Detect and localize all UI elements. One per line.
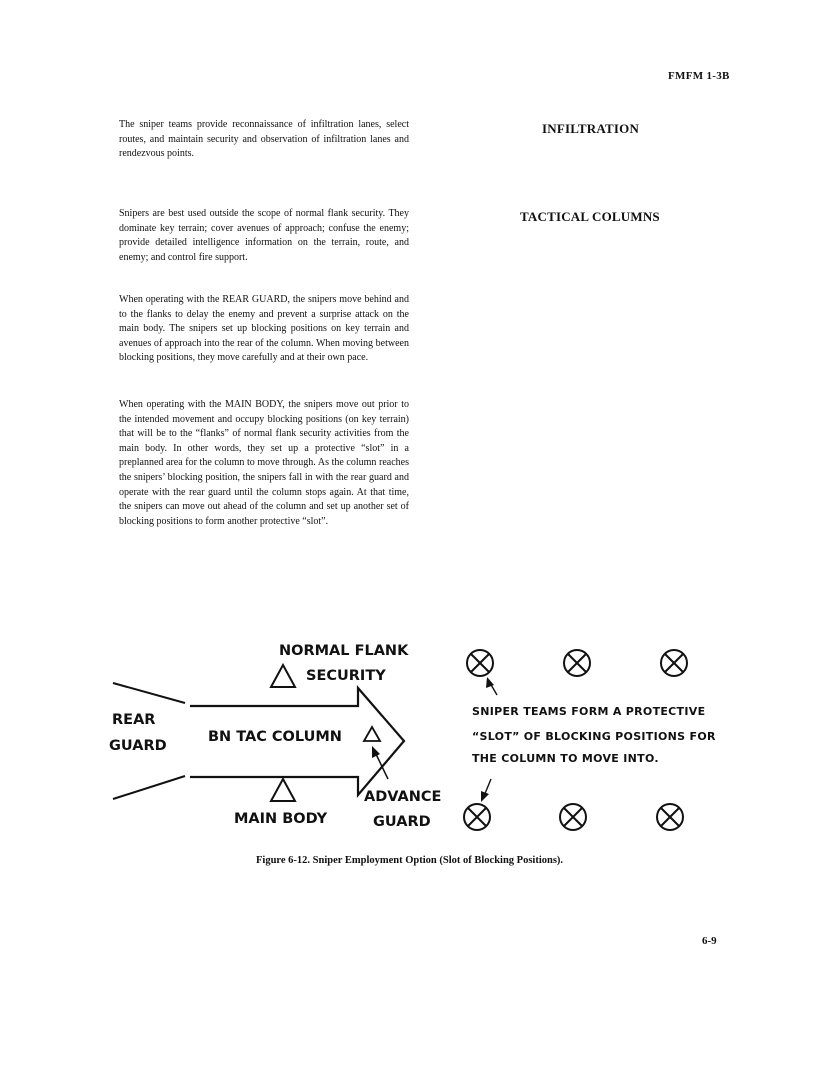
- section-title-infiltration: INFILTRATION: [542, 121, 640, 136]
- sniper-note-line-3: THE COLUMN TO MOVE INTO.: [472, 752, 659, 765]
- rear-guard-line-top: [113, 683, 185, 703]
- rear-guard-paragraph: When operating with the REAR GUARD, the snipers move behind and to the flanks to delay the enemy and prevent a surprise attack on the main body. The snipers set up blocking positions on key terrain and avenues of approach into the rear of the column. When moving between blocking positions, they move carefully and at their own pace.: [119, 294, 409, 364]
- main-body-paragraph: When operating with the MAIN BODY, the snipers move out prior to the intended movement and occupy blocking positions (on key terrain) that will be to the “flanks” of normal flank security activities from the main body. In other words, they set up a protective “slot” in a preplanned area for the column to move through. As the column reaches the snipers’ blocking position, the snipers fall in with the rear guard and operate with the rear guard until the column stops again. At that time, the snipers can move out ahead of the column and set up another set of blocking positions to form another protective “slot”.: [119, 399, 409, 527]
- bn-tac-column-label: BN TAC COLUMN: [208, 729, 342, 745]
- blocking-position-icon: [467, 650, 493, 676]
- blocking-position-icon: [564, 650, 590, 676]
- main-body-triangle-icon: [271, 779, 295, 801]
- blocking-position-icon: [560, 804, 586, 830]
- normal-flank-triangle-icon: [271, 665, 295, 687]
- advance-guard-pointer-head: [372, 746, 380, 758]
- advance-guard-label: GUARD: [373, 814, 431, 830]
- rear-label: REAR: [112, 712, 156, 728]
- sniper-note-line-1: SNIPER TEAMS FORM A PROTECTIVE: [472, 705, 706, 718]
- guard-label: GUARD: [109, 738, 167, 754]
- page-number: 6-9: [702, 935, 717, 947]
- figure-caption: Figure 6-12. Sniper Employment Option (Slot of Blocking Positions).: [256, 855, 564, 866]
- infiltration-paragraph: The sniper teams provide reconnaissance of infiltration lanes, select routes, and maintain security and observation of infiltration lanes and rendezvous points.: [119, 119, 409, 160]
- normal-flank-label: NORMAL FLANK: [279, 643, 409, 659]
- main-body-label: MAIN BODY: [234, 811, 328, 827]
- document-id: FMFM 1-3B: [668, 70, 730, 82]
- advance-label: ADVANCE: [364, 789, 442, 805]
- note-pointer-top-head: [486, 677, 494, 688]
- blocking-position-icon: [661, 650, 687, 676]
- tactical-columns-paragraph: Snipers are best used outside the scope of normal flank security. They dominate key terrain; cover avenues of approach; confuse the enemy; provide detailed intelligence information on the terrain, route, and enemy; and control fire support.: [119, 208, 409, 263]
- security-label: SECURITY: [306, 668, 386, 684]
- rear-guard-line-bottom: [113, 776, 185, 799]
- blocking-position-icon: [464, 804, 490, 830]
- section-title-tactical-columns: TACTICAL COLUMNS: [520, 209, 660, 224]
- column-triangle-icon: [364, 727, 380, 741]
- note-pointer-bottom-head: [481, 791, 489, 802]
- advance-guard-pointer: [375, 752, 388, 779]
- sniper-note-line-2: “SLOT” OF BLOCKING POSITIONS FOR: [472, 730, 716, 743]
- blocking-position-icon: [657, 804, 683, 830]
